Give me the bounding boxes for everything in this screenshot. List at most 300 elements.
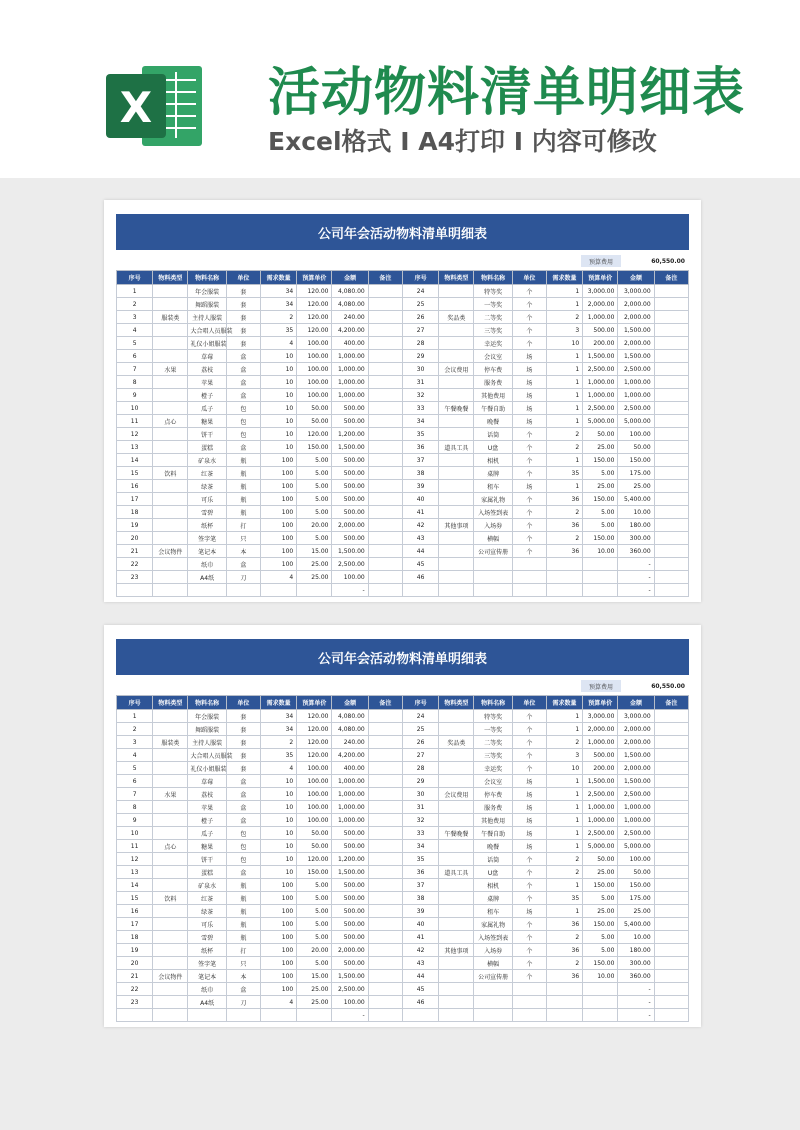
table-cell — [368, 467, 402, 480]
table-cell: 1,500.00 — [332, 866, 368, 879]
table-cell: 3,000.00 — [583, 285, 618, 298]
table-cell: 23 — [117, 571, 153, 584]
table-cell: 2 — [546, 506, 582, 519]
table-cell: 个 — [512, 970, 546, 983]
table-cell: 打 — [226, 519, 260, 532]
table-cell: 100 — [260, 970, 296, 983]
table-cell: 1,200.00 — [332, 428, 368, 441]
table-cell: 纸巾 — [188, 558, 226, 571]
table-cell — [153, 532, 188, 545]
table-cell: 120.00 — [297, 710, 332, 723]
table-cell: 16 — [117, 905, 153, 918]
table-cell: 其他费用 — [474, 814, 512, 827]
table-cell — [654, 788, 688, 801]
table-cell: 25.00 — [297, 996, 332, 1009]
table-cell — [654, 944, 688, 957]
column-header: 需求数量 — [260, 696, 296, 710]
table-cell: 2,500.00 — [332, 983, 368, 996]
table-cell: 个 — [512, 944, 546, 957]
table-cell: 可乐 — [188, 918, 226, 931]
table-row — [117, 788, 689, 801]
table-cell — [439, 298, 474, 311]
table-cell: 舞蹈服装 — [188, 298, 226, 311]
table-cell: 1,000.00 — [618, 801, 654, 814]
table-cell: 100 — [260, 545, 296, 558]
column-header: 单位 — [512, 696, 546, 710]
table-cell: 瓶 — [226, 467, 260, 480]
table-cell: 100.00 — [297, 788, 332, 801]
table-cell — [439, 350, 474, 363]
table-cell: 18 — [117, 931, 153, 944]
table-cell: 话筒 — [474, 428, 512, 441]
sheet-title: 公司年会活动物料清单明细表 — [116, 214, 689, 250]
table-cell: 32 — [402, 389, 438, 402]
table-cell: 瓜子 — [188, 827, 226, 840]
table-cell — [654, 710, 688, 723]
table-cell: 1,000.00 — [583, 736, 618, 749]
table-cell: - — [332, 1009, 368, 1022]
table-cell: 10 — [260, 866, 296, 879]
table-cell — [654, 337, 688, 350]
table-cell: 场 — [512, 350, 546, 363]
table-cell — [368, 710, 402, 723]
table-cell: 100.00 — [297, 376, 332, 389]
table-cell: 1,000.00 — [583, 389, 618, 402]
table-cell — [368, 545, 402, 558]
table-cell — [583, 558, 618, 571]
table-cell: 23 — [117, 996, 153, 1009]
table-cell — [153, 376, 188, 389]
table-cell: 笔记本 — [188, 970, 226, 983]
table-cell: 场 — [512, 905, 546, 918]
table-cell — [188, 1009, 226, 1022]
table-cell: 150.00 — [583, 879, 618, 892]
table-cell — [153, 480, 188, 493]
table-cell — [368, 775, 402, 788]
table-cell: 套 — [226, 298, 260, 311]
table-cell: 个 — [512, 311, 546, 324]
table-cell — [368, 762, 402, 775]
table-cell: 个 — [512, 285, 546, 298]
table-cell — [368, 389, 402, 402]
table-cell — [654, 558, 688, 571]
table-cell — [368, 957, 402, 970]
table-cell: 20.00 — [297, 944, 332, 957]
table-cell: 盒 — [226, 814, 260, 827]
table-cell: 公司宣传册 — [474, 545, 512, 558]
table-cell: 1,500.00 — [583, 775, 618, 788]
table-cell: 只 — [226, 957, 260, 970]
table-cell: 150.00 — [618, 454, 654, 467]
table-row — [117, 337, 689, 350]
table-cell: 纸杯 — [188, 519, 226, 532]
table-cell: 39 — [402, 905, 438, 918]
table-row — [117, 415, 689, 428]
table-cell — [439, 840, 474, 853]
table-cell — [654, 493, 688, 506]
column-header: 物料类型 — [153, 696, 188, 710]
table-cell: 2 — [546, 532, 582, 545]
table-row — [117, 441, 689, 454]
table-cell: 5,400.00 — [618, 918, 654, 931]
table-cell: 纸巾 — [188, 983, 226, 996]
table-cell: 10 — [117, 402, 153, 415]
table-cell: 36 — [546, 545, 582, 558]
table-cell: 17 — [117, 493, 153, 506]
table-cell — [654, 801, 688, 814]
column-header: 物料类型 — [439, 271, 474, 285]
table-cell — [368, 519, 402, 532]
table-cell: 13 — [117, 866, 153, 879]
table-cell: 道具工具 — [439, 866, 474, 879]
table-cell: 1,000.00 — [332, 801, 368, 814]
table-cell — [153, 298, 188, 311]
table-cell: 大合唱人员服装 — [188, 324, 226, 337]
table-cell: 43 — [402, 532, 438, 545]
table-cell — [368, 350, 402, 363]
table-cell — [474, 983, 512, 996]
table-cell: 草莓 — [188, 350, 226, 363]
table-cell: 36 — [402, 441, 438, 454]
table-cell — [439, 506, 474, 519]
table-cell: 100 — [260, 493, 296, 506]
table-cell — [654, 402, 688, 415]
table-cell: 主持人服装 — [188, 736, 226, 749]
table-cell — [153, 350, 188, 363]
table-cell: 21 — [117, 545, 153, 558]
table-row — [117, 879, 689, 892]
table-row — [117, 710, 689, 723]
table-cell — [153, 428, 188, 441]
table-cell: 15 — [117, 467, 153, 480]
table-cell — [546, 996, 582, 1009]
table-cell: 45 — [402, 558, 438, 571]
table-cell — [546, 584, 582, 597]
table-cell: 100 — [260, 879, 296, 892]
table-cell: 34 — [260, 723, 296, 736]
table-cell: 大合唱人员服装 — [188, 749, 226, 762]
table-cell: 500.00 — [332, 918, 368, 931]
table-row — [117, 467, 689, 480]
table-cell — [153, 814, 188, 827]
table-cell: 46 — [402, 996, 438, 1009]
table-cell: 500.00 — [332, 480, 368, 493]
table-cell: 家属礼物 — [474, 918, 512, 931]
table-cell: - — [618, 571, 654, 584]
table-cell: 1,500.00 — [583, 350, 618, 363]
table-cell: 120.00 — [297, 298, 332, 311]
table-cell — [654, 827, 688, 840]
table-cell: 红茶 — [188, 892, 226, 905]
table-row — [117, 480, 689, 493]
sheet-title: 公司年会活动物料清单明细表 — [116, 639, 689, 675]
table-cell: 100.00 — [332, 571, 368, 584]
table-cell: 雪碧 — [188, 506, 226, 519]
table-cell: 绿茶 — [188, 480, 226, 493]
table-cell — [368, 931, 402, 944]
table-cell: 蛋糕 — [188, 441, 226, 454]
table-cell: 5,000.00 — [618, 415, 654, 428]
table-cell: 10 — [260, 827, 296, 840]
table-cell: 饼干 — [188, 853, 226, 866]
table-cell: 其他事项 — [439, 519, 474, 532]
table-cell: 34 — [402, 415, 438, 428]
table-cell: 1 — [546, 363, 582, 376]
table-cell: 500.00 — [332, 493, 368, 506]
table-cell: 橙子 — [188, 814, 226, 827]
table-row — [117, 775, 689, 788]
table-cell: 个 — [512, 337, 546, 350]
table-cell: 240.00 — [332, 311, 368, 324]
table-cell: 年会服装 — [188, 285, 226, 298]
table-cell: 1,500.00 — [618, 324, 654, 337]
svg-text:X: X — [119, 83, 153, 132]
column-header: 备注 — [654, 696, 688, 710]
table-cell: 26 — [402, 736, 438, 749]
table-cell: 二等奖 — [474, 736, 512, 749]
table-cell — [153, 493, 188, 506]
table-cell — [368, 402, 402, 415]
table-cell: 饮料 — [153, 892, 188, 905]
table-cell: 4 — [260, 337, 296, 350]
table-cell: 1 — [546, 389, 582, 402]
table-cell: 饮料 — [153, 467, 188, 480]
table-cell: 个 — [512, 736, 546, 749]
budget-label: 预算费用 — [581, 255, 621, 267]
table-cell: 500.00 — [332, 957, 368, 970]
table-cell: 横幅 — [474, 957, 512, 970]
budget-box — [581, 680, 687, 692]
table-cell: 100 — [260, 983, 296, 996]
table-cell: 39 — [402, 480, 438, 493]
table-cell: 停车费 — [474, 788, 512, 801]
table-cell: 午餐晚餐 — [439, 402, 474, 415]
table-cell: 100.00 — [332, 996, 368, 1009]
column-header: 序号 — [117, 271, 153, 285]
table-cell: 28 — [402, 337, 438, 350]
table-cell: 100.00 — [297, 762, 332, 775]
table-cell: 套 — [226, 324, 260, 337]
table-row — [117, 285, 689, 298]
table-cell: 5 — [117, 337, 153, 350]
table-cell: 100 — [260, 944, 296, 957]
table-cell: 2 — [546, 957, 582, 970]
table-cell: 包 — [226, 402, 260, 415]
table-row — [117, 402, 689, 415]
column-header: 金额 — [618, 271, 654, 285]
table-row — [117, 944, 689, 957]
table-cell: 1 — [546, 415, 582, 428]
table-row — [117, 545, 689, 558]
table-cell: 50.00 — [297, 415, 332, 428]
table-cell — [439, 337, 474, 350]
table-cell: 27 — [402, 324, 438, 337]
table-cell — [368, 493, 402, 506]
table-cell — [654, 879, 688, 892]
table-cell: 100.00 — [297, 814, 332, 827]
table-cell: 50.00 — [583, 428, 618, 441]
table-cell: 2 — [546, 441, 582, 454]
table-cell: 50.00 — [618, 866, 654, 879]
table-cell: 36 — [402, 866, 438, 879]
table-cell: 100 — [260, 957, 296, 970]
table-cell: 2,500.00 — [332, 558, 368, 571]
table-cell: 1,500.00 — [618, 775, 654, 788]
column-header: 金额 — [332, 271, 368, 285]
table-cell: 糖果 — [188, 840, 226, 853]
table-cell: 可乐 — [188, 493, 226, 506]
table-cell — [654, 584, 688, 597]
table-cell: 150.00 — [297, 866, 332, 879]
table-cell: 瓶 — [226, 506, 260, 519]
table-cell: 1 — [546, 723, 582, 736]
table-cell — [583, 1009, 618, 1022]
table-cell — [368, 879, 402, 892]
table-cell: 36 — [546, 970, 582, 983]
table-cell — [654, 350, 688, 363]
table-cell: 10 — [260, 389, 296, 402]
table-cell — [654, 428, 688, 441]
sheet-preview-1 — [104, 200, 701, 602]
table-cell: 会议室 — [474, 775, 512, 788]
table-cell: 个 — [512, 545, 546, 558]
table-cell — [368, 571, 402, 584]
table-cell: 幸运奖 — [474, 762, 512, 775]
table-cell: 2 — [546, 853, 582, 866]
table-cell: 25.00 — [583, 441, 618, 454]
table-cell: 盒 — [226, 389, 260, 402]
table-row — [117, 827, 689, 840]
table-cell — [153, 441, 188, 454]
table-cell: 120.00 — [297, 324, 332, 337]
table-cell — [439, 749, 474, 762]
table-cell: - — [618, 996, 654, 1009]
table-cell: 个 — [512, 918, 546, 931]
column-header: 物料名称 — [474, 271, 512, 285]
table-cell: 29 — [402, 775, 438, 788]
table-row — [117, 983, 689, 996]
table-cell — [368, 788, 402, 801]
table-cell — [368, 996, 402, 1009]
table-cell: 10 — [260, 801, 296, 814]
table-cell: 44 — [402, 970, 438, 983]
table-cell: 瓶 — [226, 454, 260, 467]
table-cell: 21 — [117, 970, 153, 983]
table-cell: A4纸 — [188, 996, 226, 1009]
table-cell: 个 — [512, 931, 546, 944]
table-cell — [654, 571, 688, 584]
table-cell — [512, 996, 546, 1009]
table-cell: 打 — [226, 944, 260, 957]
table-cell: 矿泉水 — [188, 879, 226, 892]
table-cell — [654, 749, 688, 762]
table-cell: 包 — [226, 415, 260, 428]
table-cell — [474, 571, 512, 584]
table-cell: 24 — [402, 285, 438, 298]
table-row — [117, 584, 689, 597]
table-row — [117, 1009, 689, 1022]
table-cell: 个 — [512, 957, 546, 970]
table-cell: 4 — [117, 324, 153, 337]
table-cell — [439, 324, 474, 337]
table-cell: 5.00 — [297, 905, 332, 918]
table-row — [117, 905, 689, 918]
table-cell: 1,000.00 — [332, 814, 368, 827]
table-cell: 1,500.00 — [332, 441, 368, 454]
table-row — [117, 931, 689, 944]
table-cell: 2,500.00 — [618, 827, 654, 840]
table-cell — [368, 814, 402, 827]
table-cell: 场 — [512, 480, 546, 493]
table-cell: 套 — [226, 762, 260, 775]
table-cell: 个 — [512, 866, 546, 879]
table-cell: 场 — [512, 363, 546, 376]
table-cell — [546, 1009, 582, 1022]
table-cell: 刀 — [226, 996, 260, 1009]
table-cell — [153, 324, 188, 337]
table-cell: 瓶 — [226, 892, 260, 905]
table-cell: 4 — [260, 996, 296, 1009]
table-cell: - — [332, 584, 368, 597]
table-cell: 1,500.00 — [618, 350, 654, 363]
table-cell: 2 — [546, 428, 582, 441]
table-cell: 饼干 — [188, 428, 226, 441]
table-cell: 2,000.00 — [618, 762, 654, 775]
table-cell: 5.00 — [297, 480, 332, 493]
table-cell: 本 — [226, 970, 260, 983]
table-cell: 8 — [117, 801, 153, 814]
column-header: 备注 — [368, 696, 402, 710]
table-cell: 2,500.00 — [583, 363, 618, 376]
table-cell: 午餐晚餐 — [439, 827, 474, 840]
table-cell — [512, 571, 546, 584]
table-cell: 20.00 — [297, 519, 332, 532]
table-cell — [654, 931, 688, 944]
table-cell: 18 — [117, 506, 153, 519]
table-cell: 175.00 — [618, 892, 654, 905]
table-cell: 5,000.00 — [618, 840, 654, 853]
table-cell: 5.00 — [583, 506, 618, 519]
table-cell: 1 — [546, 402, 582, 415]
table-cell: 1,000.00 — [332, 775, 368, 788]
table-cell — [654, 905, 688, 918]
column-header: 物料类型 — [439, 696, 474, 710]
table-cell: 100 — [260, 519, 296, 532]
table-row — [117, 918, 689, 931]
table-cell: 包 — [226, 840, 260, 853]
column-header: 金额 — [618, 696, 654, 710]
table-cell — [153, 571, 188, 584]
table-cell: 矿泉水 — [188, 454, 226, 467]
table-cell — [654, 545, 688, 558]
table-row — [117, 957, 689, 970]
table-cell — [153, 519, 188, 532]
table-cell: 10.00 — [583, 970, 618, 983]
table-cell: 120.00 — [297, 749, 332, 762]
table-cell — [153, 983, 188, 996]
table-cell: 礼仪小姐服装 — [188, 337, 226, 350]
table-cell: 个 — [512, 892, 546, 905]
table-cell: 1,000.00 — [618, 389, 654, 402]
table-row — [117, 532, 689, 545]
table-cell: 5.00 — [583, 467, 618, 480]
table-cell: 10 — [260, 428, 296, 441]
column-header: 物料名称 — [474, 696, 512, 710]
table-row — [117, 324, 689, 337]
table-cell — [368, 506, 402, 519]
table-cell: 40 — [402, 918, 438, 931]
table-cell: 1,000.00 — [332, 376, 368, 389]
